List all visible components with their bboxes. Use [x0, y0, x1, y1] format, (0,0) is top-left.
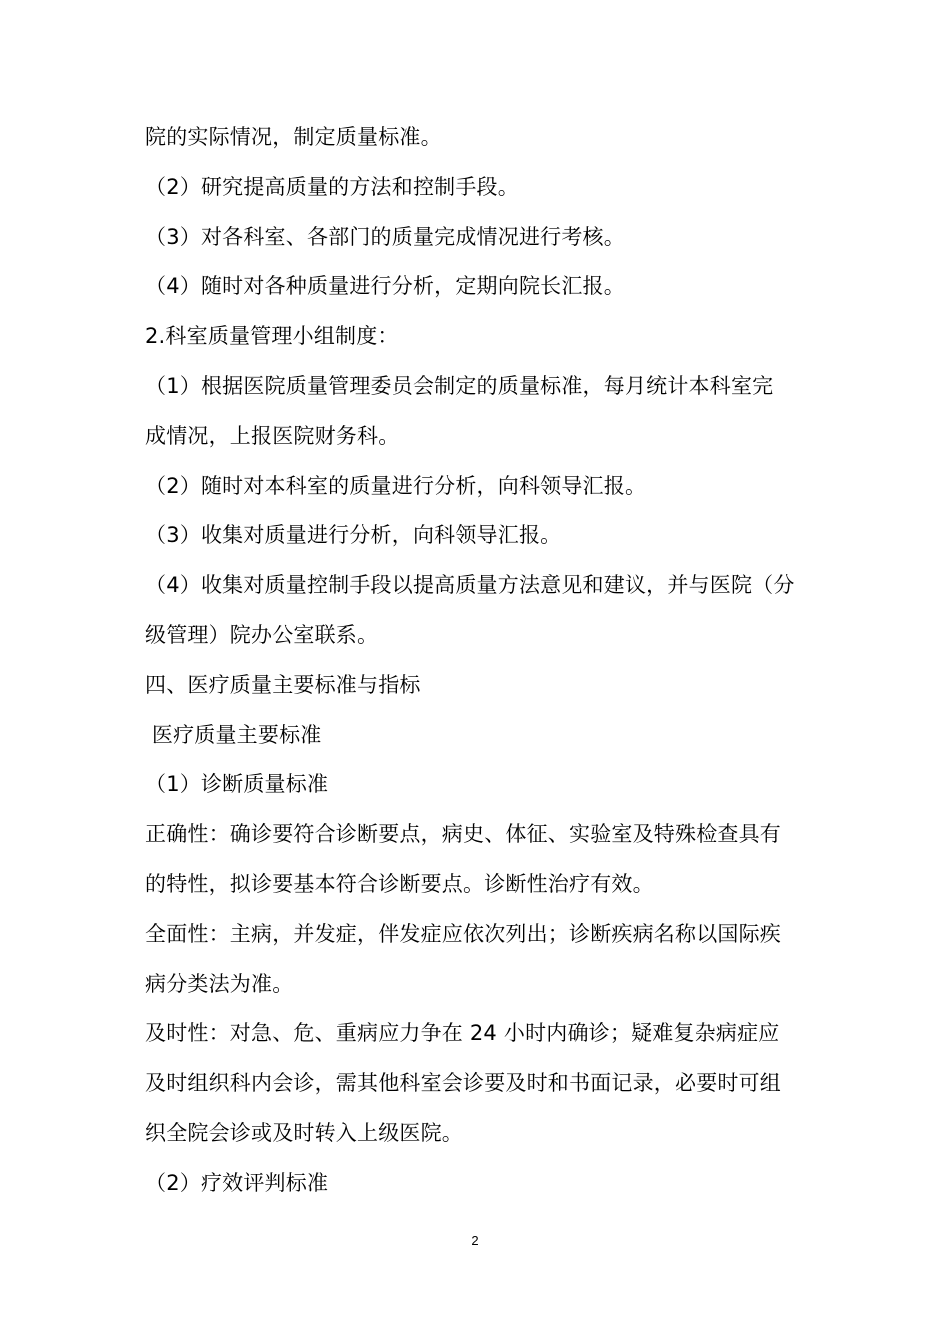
text-line: 病分类法为准。: [145, 971, 294, 996]
list-item: （1）根据医院质量管理委员会制定的质量标准，每月统计本科室完: [145, 373, 774, 398]
list-item: （4）随时对各种质量进行分析，定期向院长汇报。: [145, 274, 625, 299]
section-heading: 四、医疗质量主要标准与指标: [145, 672, 421, 697]
list-item: （3）对各科室、各部门的质量完成情况进行考核。: [145, 224, 625, 249]
list-item: （2）疗效评判标准: [145, 1170, 329, 1195]
text-line: 织全院会诊或及时转入上级医院。: [145, 1120, 463, 1145]
section-heading: 2.科室质量管理小组制度：: [145, 324, 399, 349]
list-item: （1）诊断质量标准: [145, 772, 329, 797]
text-line: 正确性：确诊要符合诊断要点，病史、体征、实验室及特殊检查具有: [145, 822, 781, 847]
list-item: （2）随时对本科室的质量进行分析，向科领导汇报。: [145, 473, 647, 498]
text-line: 及时组织科内会诊，需其他科室会诊要及时和书面记录，必要时可组: [145, 1071, 781, 1096]
list-item: （4）收集对质量控制手段以提高质量方法意见和建议，并与医院（分: [145, 573, 795, 598]
list-item: （2）研究提高质量的方法和控制手段。: [145, 174, 519, 199]
text-line: 院的实际情况，制定质量标准。: [145, 125, 442, 149]
text-line: 的特性，拟诊要基本符合诊断要点。诊断性治疗有效。: [145, 871, 654, 896]
text-line: 及时性：对急、危、重病应力争在 24 小时内确诊；疑难复杂病症应: [145, 1021, 780, 1046]
text-line: 成情况，上报医院财务科。: [145, 423, 400, 448]
list-item: （3）收集对质量进行分析，向科领导汇报。: [145, 523, 562, 548]
page-number: 2: [471, 1233, 479, 1248]
document-body: [145, 113, 810, 1209]
subsection-heading: 医疗质量主要标准: [145, 722, 322, 747]
text-line: 级管理）院办公室联系。: [145, 622, 379, 647]
text-line: 全面性：主病，并发症，伴发症应依次列出；诊断疾病名称以国际疾: [145, 921, 781, 946]
